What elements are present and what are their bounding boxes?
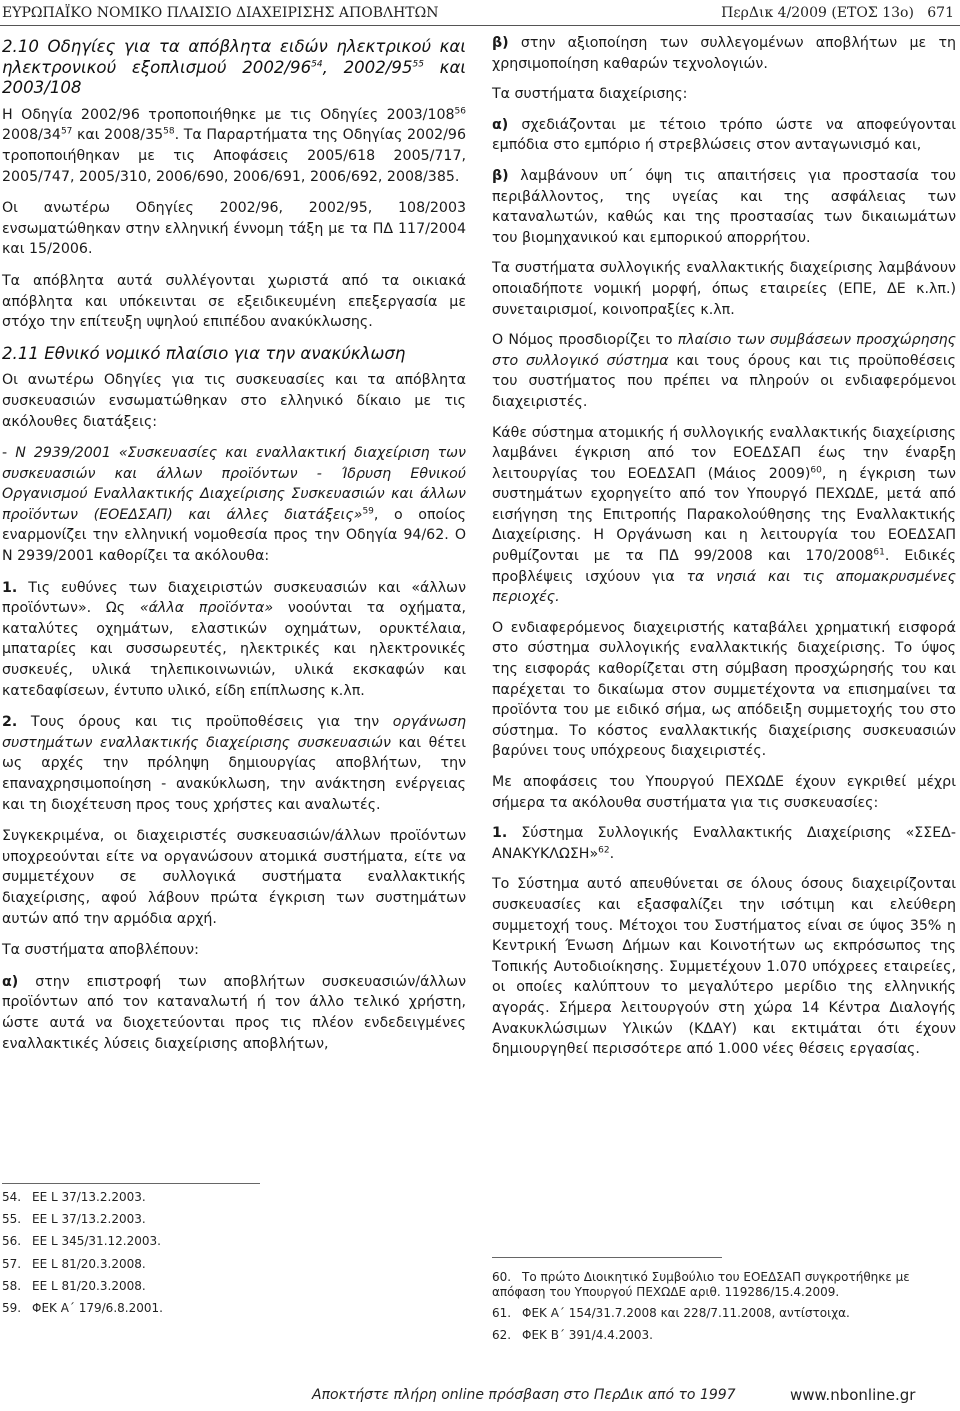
paragraph-aims-intro: Τα συστήματα αποβλέπουν: xyxy=(2,942,199,959)
footnote-60: 60. Το πρώτο Διοικητικό Συμβούλιο του ΕΟΕΔΣΑΠ συγκροτήθηκε με απόφαση του Υπουργού ΠΕΧΩΔΕ αριθ. 119286/15.4.2009. xyxy=(492,1270,910,1299)
header-rule xyxy=(0,25,960,26)
left-column xyxy=(2,33,466,1065)
list-item-2-terms: 2. Τους όρους και τις προϋποθέσεις για την οργάνωση συστημάτων εναλλακτικής διαχείρισης συσκευασιών και θέτει ως αρχές την πρόληψη δημιουργίας αποβλήτων, την επαναχρησιμοποίηση - ανακύκλωση, την ανάκτηση ενέργειας και τη διοχέτευση προς τους χρήστες και αναλωτές. xyxy=(2,714,466,813)
footnotes-right xyxy=(492,1270,960,1349)
footnote-ref-61[interactable]: 61 xyxy=(873,547,885,558)
paragraph-law-framework: Ο Νόμος προσδιορίζει το πλαίσιο των συμβάσεων προσχώρησης στο συλλογικό σύστημα και τους όρους και τις προϋποθέσεις του συστήματος που πρέπει να πληρούν οι ενδιαφερόμενοι διαχειριστές. xyxy=(492,332,957,410)
right-column xyxy=(492,33,956,1070)
footer-promo-text: Αποκτήστε πλήρη online πρόσβαση στο ΠερΔικ από το 1997 xyxy=(312,1387,736,1403)
running-header xyxy=(0,4,960,24)
paragraph-system-details: Το Σύστημα αυτό απευθύνεται σε όλους όσους διαχειρίζονται συσκευασίες και εξασφαλίζει την ισότιμη και ελεύθερη συμμετοχή τους. Μέτοχοι του Συστήματος είναι σε ύψος 35% η Κεντρική Ένωση Δήμων και Κοινοτήτων ως εκπρόσωπος της Τοπικής Αυτοδιοίκησης. Συμμετέχουν 1.070 υπόχρεες εταιρείες, οι οποίες καλύπτουν το μεγαλύτερο μερίδιο της ελληνικής αγοράς. Σήμερα λειτουργούν στη χώρα 14 Κέντρα Διαλογής Ανακυκλώσιμων Υλικών (ΚΔΑΥ) και εκτιμάται ότι έχουν δημιουργηθεί περισσότερε από 1.000 νέες θέσεις εργασίας. xyxy=(492,876,956,1058)
paragraph-transposition: Οι ανωτέρω Οδηγίες 2002/96, 2002/95, 108/2003 ενσωματώθηκαν στην ελληνική έννομη τάξη με τα ΠΔ 117/2004 και 15/2006. xyxy=(2,200,466,258)
paragraph-law-2939: - Ν 2939/2001 «Συσκευασίες και εναλλακτική διαχείριση των συσκευασιών και άλλων προϊόντων - Ίδρυση Εθνικού Οργανισμού Εναλλακτικής Διαχείρισης Συσκευασιών και άλλων προϊόντων (ΕΟΕΔΣΑΠ) και άλλες διατάξεις»$^{59}$, ο οποίος εναρμονίζει την ελληνική νομοθεσία προς την Οδηγία 94/62. Ο Ν 2939/2001 καθορίζει τα ακόλουθα: xyxy=(2,445,467,565)
footnote-ref-54[interactable]: 54 xyxy=(311,59,323,70)
page-footer xyxy=(0,1386,960,1406)
footnote-58: 58. ΕΕ L 81/20.3.2008. xyxy=(2,1278,146,1293)
management-item-b: β) λαμβάνουν υπ΄ όψη τις απαιτήσεις για προστασία του περιβάλλοντος, της υγείας και της ασφάλειας των καταναλωτών, καθώς και της προστασίας των δικαιωμάτων του βιομηχανικού και εμπορικού απορρήτου. xyxy=(492,167,956,246)
paragraph-specifically: Συγκεκριμένα, οι διαχειριστές συσκευασιών/άλλων προϊόντων υποχρεούνται είτε να οργανώσουν ατομικά συστήματα, είτε να συμμετέχουν σε συλλογικά συστήματα εναλλακτικής διαχείρισης, αφού λάβουν πρώτα έγκριση των συστημάτων αυτών από την αρμόδια αρχή. xyxy=(2,828,466,927)
header-journal-page xyxy=(721,4,954,22)
footnote-54: 54. ΕΕ L 37/13.2.2003. xyxy=(2,1190,146,1204)
aim-item-b: β) στην αξιοποίηση των συλλεγομένων αποβλήτων με τη χρησιμοποίηση καθαρών τεχνολογιών. xyxy=(492,35,956,72)
management-item-a: α) σχεδιάζονται με τέτοιο τρόπο ώστε να αποφεύγονται εμπόδια στο εμπόριο ή στρεβλώσεις στον ανταγωνισμό και, xyxy=(492,116,956,154)
footnote-rule-left xyxy=(2,1183,260,1184)
section-title-2-11: 2.11 Εθνικό νομικό πλαίσιο για την ανακύκλωση xyxy=(2,343,406,363)
footnote-rule-right xyxy=(492,1257,722,1258)
section-title-2-10: 2.10 Οδηγίες για τα απόβλητα ειδών ηλεκτρικού και ηλεκτρονικού εξοπλισμού $2002/96^{54}$, $2002/95^{55}$ και 2003/108 xyxy=(2,37,466,98)
footnote-ref-57[interactable]: 57 xyxy=(60,126,73,137)
footnote-61: 61. ΦΕΚ Α΄ 154/31.7.2008 και 228/7.11.2008, αντίστοιχα. xyxy=(492,1306,850,1320)
aim-item-a: α) στην επιστροφή των αποβλήτων συσκευασιών/άλλων προϊόντων από τον καταναλωτή ή τον άλλο τελικό χρήστη, ώστε αυτά να διοχετεύονται προς τις πλέον ενδεδειγμένες εναλλακτικές λύσεις διαχείρισης αποβλήτων, xyxy=(2,973,466,1052)
footnote-59: 59. ΦΕΚ Α΄ 179/6.8.2001. xyxy=(2,1300,163,1315)
paragraph-collection: Τα απόβλητα αυτά συλλέγονται χωριστά από τα οικιακά απόβλητα και υπόκεινται σε εξειδικευμένη επεξεργασία με στόχο την επίτευξη υψηλού επιπέδου ανακύκλωσης. xyxy=(2,272,466,331)
paragraph-amendments: Η Οδηγία 2002/96 τροποποιήθηκε με τις Οδηγίες $2003/108^{56}$ $2008/34^{57}$ και $2008/35^{58}$. Τα Παραρτήματα της Οδηγίας 2002/96 τροποποιήθηκαν με τις Αποφάσεις 2005/618 2005/717, 2005/747, 2005/310, 2006/690, 2006/691, 2006/692, 2008/385. xyxy=(2,106,466,185)
footnote-56: 56. ΕΕ L 345/31.12.2003. xyxy=(2,1234,161,1249)
footnote-ref-59[interactable]: 59 xyxy=(362,506,374,517)
paragraph-legal-form: Τα συστήματα συλλογικής εναλλακτικής διαχείρισης λαμβάνουν οποιαδήποτε νομική μορφή, όπως εταιρείες (ΕΠΕ, ΔΕ κ.λπ.) συνεταιρισμοί, κοινοπραξίες κ.λπ. xyxy=(492,260,956,318)
footnote-ref-56[interactable]: 56 xyxy=(454,106,466,117)
paragraph-packaging-directives: Οι ανωτέρω Οδηγίες για τις συσκευασίες και τα απόβλητα συσκευασιών ενσωματώθηκαν στο ελληνικό δίκαιο με τις ακόλουθες διατάξεις: xyxy=(2,372,466,430)
journal-name: ΠερΔικ 4/2009 (ΕΤΟΣ 13ο) xyxy=(721,5,914,21)
list-item-1-responsibilities: 1. Τις ευθύνες των διαχειριστών συσκευασιών και «άλλων προϊόντων». Ως «άλλα προϊόντα» νοούνται τα οχήματα, καταλύτες οχημάτων, ελαστικών οχημάτων, ορυκτέλαια, μπαταρίες και συσσωρευτές, ηλεκτρικές και ηλεκτρονικές συσκευές, υλικά τηλεπικοινωνιών, υλικά εκσκαφών και κατεδαφίσεων, έντυπο υλικό, είδη επίπλωσης κ.λπ. xyxy=(2,579,466,699)
footnote-55: 55. ΕΕ L 37/13.2.2003. xyxy=(2,1212,146,1227)
footnote-62: 62. ΦΕΚ Β΄ 391/4.4.2003. xyxy=(492,1327,653,1342)
footnote-ref-58[interactable]: 58 xyxy=(163,126,175,137)
footnote-ref-60[interactable]: 60 xyxy=(810,464,822,475)
footnotes-left xyxy=(2,1190,282,1323)
system-item-1: 1. Σύστημα Συλλογικής Εναλλακτικής Διαχείρισης «ΣΣΕΔ-ΑΝΑΚΥΚΛΩΣΗ»$^{62}$. xyxy=(492,825,956,862)
footnote-ref-55[interactable]: 55 xyxy=(412,59,424,70)
paragraph-contribution: Ο ενδιαφερόμενος διαχειριστής καταβάλει χρηματική εισφορά στο σύστημα συλλογικής εναλλακτικής διαχείρισης. Το ύψος της εισφοράς καθορίζεται στη σύμβαση προσχώρησής του και παρέχεται το δικαίωμα στον συμμετέχοντα να επισημαίνει τα προϊόντα του με ειδικό σήμα, ως απόδειξη συμμετοχής του στο σύστημα. Το κόστος εναλλακτικής διαχείρισης συσκευασιών βαρύνει τους υπόχρεους διαχειριστές. xyxy=(492,619,956,760)
footer-website-link[interactable]: www.nbonline.gr xyxy=(790,1386,916,1404)
footnote-57: 57. ΕΕ L 81/20.3.2008. xyxy=(2,1256,146,1271)
page-number: 671 xyxy=(927,5,954,21)
paragraph-decisions: Με αποφάσεις του Υπουργού ΠΕΧΩΔΕ έχουν εγκριθεί μέχρι σήμερα τα ακόλουθα συστήματα για τις συσκευασίες: xyxy=(492,774,956,811)
footnote-ref-62[interactable]: 62 xyxy=(598,845,610,856)
paragraph-approval: Κάθε σύστημα ατομικής ή συλλογικής εναλλακτικής διαχείρισης λαμβάνει έγκριση από τον ΕΟΕΔΣΑΠ έως την έναρξη λειτουργίας του ΕΟΕΔΣΑΠ (Μάιος 2009)$^{60}$, η έγκριση των συστημάτων εχορηγείτο από τον Υπουργό ΠΕΧΩΔΕ, μετά από εισήγηση της Επιτροπής Παρακολούθησης της Εναλλακτικής Διαχείρισης. Η Οργάνωση και η λειτουργία του ΕΟΕΔΣΑΠ ρυθμίζονται με τα ΠΔ 99/2008 και 170/2008$^{61}$. Ειδικές προβλέψεις ισχύουν για τα νησιά και τις απομακρυσμένες περιοχές. xyxy=(492,424,956,606)
paragraph-management-intro: Τα συστήματα διαχείρισης: xyxy=(492,86,688,103)
header-title: ΕΥΡΩΠΑΪΚΟ ΝΟΜΙΚΟ ΠΛΑΙΣΙΟ ΔΙΑΧΕΙΡΙΣΗΣ ΑΠΟΒΛΗΤΩΝ xyxy=(2,5,439,21)
